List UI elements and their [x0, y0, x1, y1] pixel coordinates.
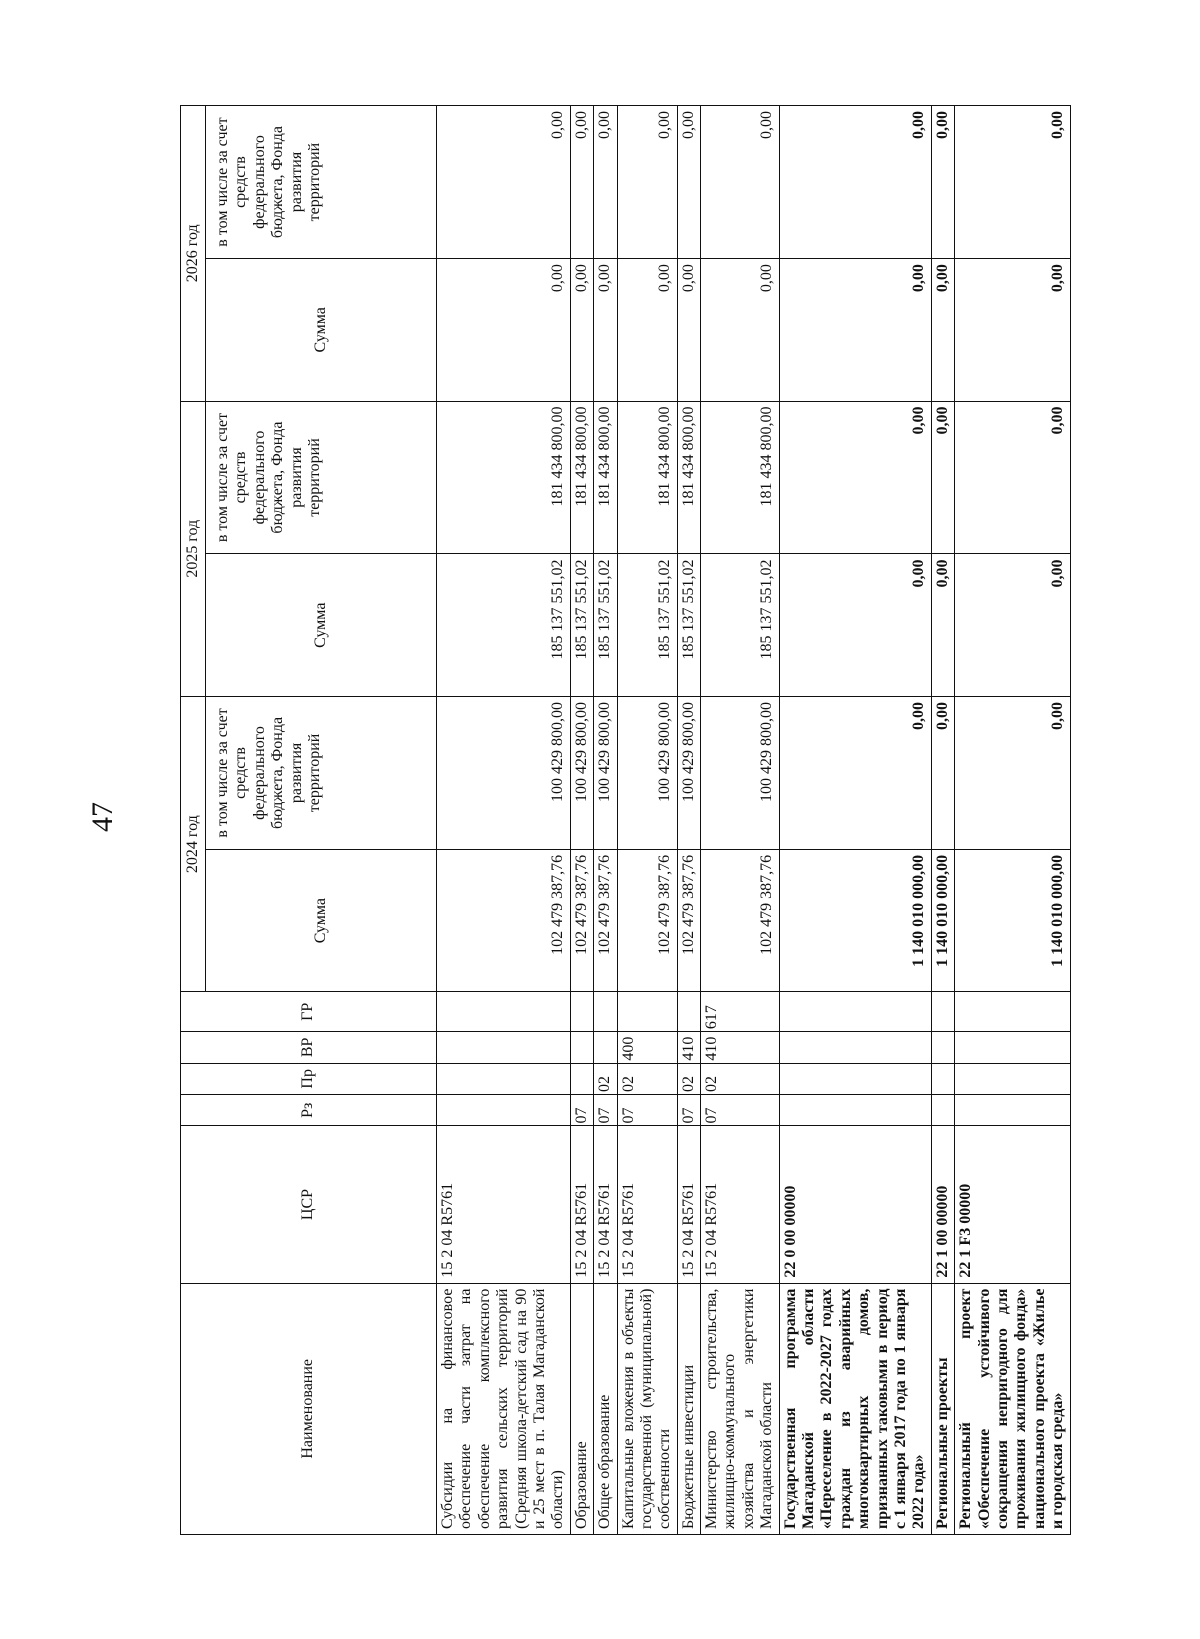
header-year-2024: 2024 год — [181, 696, 206, 991]
row-federal-2024: 100 429 800,00 — [701, 696, 780, 849]
row-csr: 15 2 04 R5761 — [617, 1126, 677, 1283]
row-sum-2025: 0,00 — [955, 554, 1070, 696]
row-name: Бюджетные инвестиции — [677, 1283, 700, 1534]
row-gr — [779, 992, 931, 1032]
row-federal-2026: 0,00 — [570, 106, 593, 259]
row-pr: 02 — [617, 1063, 677, 1094]
row-name: Образование — [570, 1283, 593, 1534]
header-name: Наименование — [181, 1283, 437, 1534]
row-sum-2025: 185 137 551,02 — [617, 554, 677, 696]
row-csr: 15 2 04 R5761 — [570, 1126, 593, 1283]
row-vr — [955, 1032, 1070, 1063]
row-sum-2024: 102 479 387,76 — [570, 849, 593, 991]
row-gr — [931, 992, 954, 1032]
row-sum-2026: 0,00 — [617, 259, 677, 401]
row-vr: 400 — [617, 1032, 677, 1063]
row-name: Региональные проекты — [931, 1283, 954, 1534]
row-pr — [570, 1063, 593, 1094]
row-name: Государственная программа Магаданской области «Переселение в 2022-2027 годах граждан из аварийных многоквартирных домов, признанных таковыми в период с 1 января 2017 года по 1 января 2022 года» — [779, 1283, 931, 1534]
row-federal-2025: 181 434 800,00 — [594, 401, 617, 554]
row-federal-2024: 100 429 800,00 — [437, 696, 571, 849]
row-vr — [779, 1032, 931, 1063]
row-pr: 02 — [701, 1063, 780, 1094]
row-federal-2025: 181 434 800,00 — [570, 401, 593, 554]
table-row — [594, 106, 617, 1535]
row-csr: 22 1 F3 00000 — [955, 1126, 1070, 1283]
row-csr: 22 1 00 00000 — [931, 1126, 954, 1283]
row-federal-2025: 0,00 — [931, 401, 954, 554]
header-federal-2025: в том числе за счет средств федерального бюджета, Фонда развития территорий — [206, 401, 437, 554]
table-row — [779, 106, 931, 1535]
row-sum-2024: 102 479 387,76 — [677, 849, 700, 991]
row-vr: 410 — [701, 1032, 780, 1063]
row-pr: 02 — [594, 1063, 617, 1094]
row-federal-2024: 100 429 800,00 — [677, 696, 700, 849]
row-rz: 07 — [677, 1095, 700, 1126]
row-vr — [570, 1032, 593, 1063]
row-sum-2026: 0,00 — [779, 259, 931, 401]
row-gr — [570, 992, 593, 1032]
row-csr: 15 2 04 R5761 — [594, 1126, 617, 1283]
header-year-2026: 2026 год — [181, 106, 206, 402]
row-gr — [594, 992, 617, 1032]
row-federal-2026: 0,00 — [779, 106, 931, 259]
row-federal-2026: 0,00 — [701, 106, 780, 259]
row-sum-2025: 185 137 551,02 — [677, 554, 700, 696]
row-csr: 15 2 04 R5761 — [437, 1126, 571, 1283]
row-rz — [955, 1095, 1070, 1126]
row-federal-2026: 0,00 — [677, 106, 700, 259]
row-sum-2024: 102 479 387,76 — [617, 849, 677, 991]
row-name: Капитальные вложения в объекты государственной (муниципальной) собственности — [617, 1283, 677, 1534]
budget-table-wrapper — [180, 105, 1138, 1535]
row-rz: 07 — [594, 1095, 617, 1126]
row-rz: 07 — [570, 1095, 593, 1126]
row-rz: 07 — [617, 1095, 677, 1126]
row-name: Общее образование — [594, 1283, 617, 1534]
row-gr — [955, 992, 1070, 1032]
row-sum-2025: 185 137 551,02 — [437, 554, 571, 696]
row-federal-2024: 0,00 — [955, 696, 1070, 849]
row-pr — [437, 1063, 571, 1094]
row-sum-2026: 0,00 — [570, 259, 593, 401]
row-rz — [437, 1095, 571, 1126]
row-sum-2025: 185 137 551,02 — [570, 554, 593, 696]
row-sum-2024: 1 140 010 000,00 — [955, 849, 1070, 991]
row-federal-2026: 0,00 — [955, 106, 1070, 259]
row-vr — [437, 1032, 571, 1063]
row-federal-2025: 181 434 800,00 — [677, 401, 700, 554]
row-federal-2024: 100 429 800,00 — [594, 696, 617, 849]
header-pr: Пр — [181, 1063, 437, 1094]
row-federal-2026: 0,00 — [617, 106, 677, 259]
row-vr — [931, 1032, 954, 1063]
header-gr: ГР — [181, 992, 437, 1032]
row-gr — [677, 992, 700, 1032]
row-federal-2025: 181 434 800,00 — [617, 401, 677, 554]
row-sum-2025: 0,00 — [931, 554, 954, 696]
row-federal-2026: 0,00 — [437, 106, 571, 259]
row-name: Региональный проект «Обеспечение устойчивого сокращения непригодного для проживания жилищного фонда» национального проекта «Жилье и городская среда» — [955, 1283, 1070, 1534]
row-sum-2026: 0,00 — [931, 259, 954, 401]
row-sum-2025: 0,00 — [779, 554, 931, 696]
row-name: Субсидии на финансовое обеспечение части затрат на обеспечение комплексного развития сельских территорий (Средняя школа-детский сад на 90 и 25 мест в п. Талая Магаданской области) — [437, 1283, 571, 1534]
table-row — [931, 106, 954, 1535]
header-year-2025: 2025 год — [181, 401, 206, 696]
row-gr: 617 — [701, 992, 780, 1032]
row-csr: 15 2 04 R5761 — [677, 1126, 700, 1283]
row-pr — [931, 1063, 954, 1094]
table-body — [437, 106, 1071, 1535]
row-sum-2024: 102 479 387,76 — [701, 849, 780, 991]
page-number: 47 — [86, 802, 119, 832]
header-sum-2026: Сумма — [206, 259, 437, 401]
row-rz — [779, 1095, 931, 1126]
row-rz — [931, 1095, 954, 1126]
row-sum-2026: 0,00 — [677, 259, 700, 401]
row-federal-2025: 0,00 — [955, 401, 1070, 554]
row-federal-2026: 0,00 — [931, 106, 954, 259]
row-sum-2024: 102 479 387,76 — [594, 849, 617, 991]
row-sum-2024: 1 140 010 000,00 — [779, 849, 931, 991]
row-sum-2024: 1 140 010 000,00 — [931, 849, 954, 991]
row-gr — [437, 992, 571, 1032]
table-row — [437, 106, 571, 1535]
table-row — [570, 106, 593, 1535]
header-csr: ЦСР — [181, 1126, 437, 1283]
row-sum-2024: 102 479 387,76 — [437, 849, 571, 991]
header-sum-2025: Сумма — [206, 554, 437, 696]
row-sum-2025: 185 137 551,02 — [701, 554, 780, 696]
row-federal-2024: 100 429 800,00 — [617, 696, 677, 849]
row-sum-2026: 0,00 — [701, 259, 780, 401]
row-federal-2025: 181 434 800,00 — [701, 401, 780, 554]
table-row — [701, 106, 780, 1535]
header-vr: ВР — [181, 1032, 437, 1063]
table-row — [677, 106, 700, 1535]
row-vr — [594, 1032, 617, 1063]
row-federal-2026: 0,00 — [594, 106, 617, 259]
row-federal-2024: 100 429 800,00 — [570, 696, 593, 849]
row-name: Министерство строительства, жилищно-коммунального хозяйства и энергетики Магаданской области — [701, 1283, 780, 1534]
header-federal-2026: в том числе за счет средств федерального бюджета, Фонда развития территорий — [206, 106, 437, 259]
row-pr: 02 — [677, 1063, 700, 1094]
row-federal-2024: 0,00 — [931, 696, 954, 849]
row-csr: 22 0 00 00000 — [779, 1126, 931, 1283]
row-sum-2026: 0,00 — [594, 259, 617, 401]
row-federal-2025: 0,00 — [779, 401, 931, 554]
header-sum-2024: Сумма — [206, 849, 437, 991]
row-pr — [955, 1063, 1070, 1094]
row-sum-2025: 185 137 551,02 — [594, 554, 617, 696]
row-federal-2024: 0,00 — [779, 696, 931, 849]
row-federal-2025: 181 434 800,00 — [437, 401, 571, 554]
row-pr — [779, 1063, 931, 1094]
row-sum-2026: 0,00 — [955, 259, 1070, 401]
row-rz: 07 — [701, 1095, 780, 1126]
header-federal-2024: в том числе за счет средств федерального бюджета, Фонда развития территорий — [206, 696, 437, 849]
row-vr: 410 — [677, 1032, 700, 1063]
row-gr — [617, 992, 677, 1032]
table-row — [955, 106, 1070, 1535]
table-row — [617, 106, 677, 1535]
header-rz: Рз — [181, 1095, 437, 1126]
row-sum-2026: 0,00 — [437, 259, 571, 401]
budget-table — [180, 105, 1071, 1535]
row-csr: 15 2 04 R5761 — [701, 1126, 780, 1283]
